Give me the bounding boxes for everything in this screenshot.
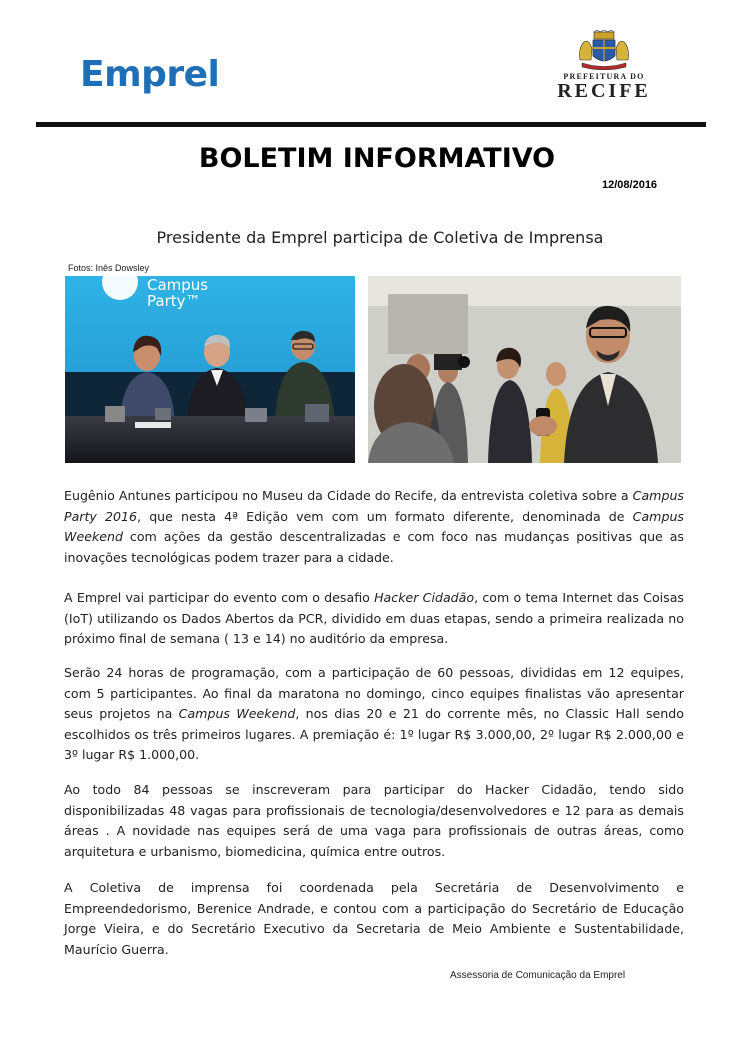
campus-weekend-emphasis: Campus Weekend [64, 508, 684, 544]
campus-weekend-emphasis-2: Campus Weekend [178, 706, 296, 721]
paragraph-2-text-a: A Emprel vai participar do evento com o desafio [64, 590, 375, 605]
header-divider [36, 122, 706, 127]
bulletin-date: 12/08/2016 [602, 179, 658, 191]
campus-party-screen-text-2: Party™ [147, 292, 201, 310]
paragraph-2-text-b: , com o tema Internet das Coisas (IoT) utilizando os Dados Abertos da PCR, dividido em duas etapas, sendo a primeira realizada no próximo final de semana ( 13 e 14) no auditório da empresa. [64, 590, 684, 646]
prefeitura-recife-logo [548, 30, 660, 101]
campus-party-screen-text: Campus [147, 276, 209, 294]
emprel-logo: Emprel [80, 54, 220, 95]
recife-coat-of-arms-icon [574, 30, 634, 70]
signature: Assessoria de Comunicação da Emprel [450, 970, 626, 981]
paragraph-4: Ao todo 84 pessoas se inscreveram para participar do Hacker Cidadão, tendo sido disponibilizadas 48 vagas para profissionais de tecnologia/desenvolvedores e 12 para as demais áreas . A novidade nas equipes será de uma vaga para profissionais de outras áreas, como arquitetura e urbanismo, biomedicina, química entre outros. [64, 782, 684, 859]
prefeitura-label: PREFEITURA DO [563, 72, 645, 81]
interview-photo [368, 276, 681, 463]
paragraph-1-text-b: , que nesta 4ª Edição vem com um formato diferente, denominada de [137, 508, 633, 524]
paragraph-1-text-a: Eugênio Antunes participou no Museu da Cidade do Recife, da entrevista coletiva sobre a [64, 488, 633, 503]
paragraph-1 [64, 486, 684, 568]
photo-credit: Fotos: Inês Dowsley [68, 263, 150, 273]
paragraph-2 [64, 588, 684, 650]
hacker-cidadao-emphasis: Hacker Cidadão [374, 590, 475, 605]
paragraph-5: A Coletiva de imprensa foi coordenada pela Secretária de Desenvolvimento e Empreendedorismo, Berenice Andrade, e contou com a participação do Secretário de Educação Jorge Vieira, e do Secretário Executivo da Secretaria de Meio Ambiente e Sustentabilidade, Maurício Guerra. [64, 880, 684, 957]
press-conference-photo [65, 276, 355, 463]
article-headline: Presidente da Emprel participa de Coletiva de Imprensa [156, 228, 604, 247]
recife-label: RECIFE [557, 80, 651, 102]
page-title: BOLETIM INFORMATIVO [198, 143, 556, 174]
paragraph-3 [64, 663, 684, 766]
paragraph-3-text-b: , nos dias 20 e 21 do corrente mês, no Classic Hall sendo escolhidos os três primeiros lugares. A premiação é: 1º lugar R$ 3.000,00, 2º lugar R$ 2.000,00 e 3º lugar R$ 1.000,00. [64, 706, 684, 762]
campus-party-2016-emphasis: Campus Party 2016 [64, 488, 684, 524]
paragraph-3-text-a: Serão 24 horas de programação, com a participação de 60 pessoas, divididas em 12 equipes, com 5 participantes. Ao final da maratona no domingo, cinco equipes finalistas vão apresentar seus projetos na [64, 665, 684, 721]
paragraph-1-text-c: com ações da gestão descentralizadas e com foco nas mudanças positivas que as inovações tecnológicas podem trazer para a cidade. [64, 529, 684, 565]
